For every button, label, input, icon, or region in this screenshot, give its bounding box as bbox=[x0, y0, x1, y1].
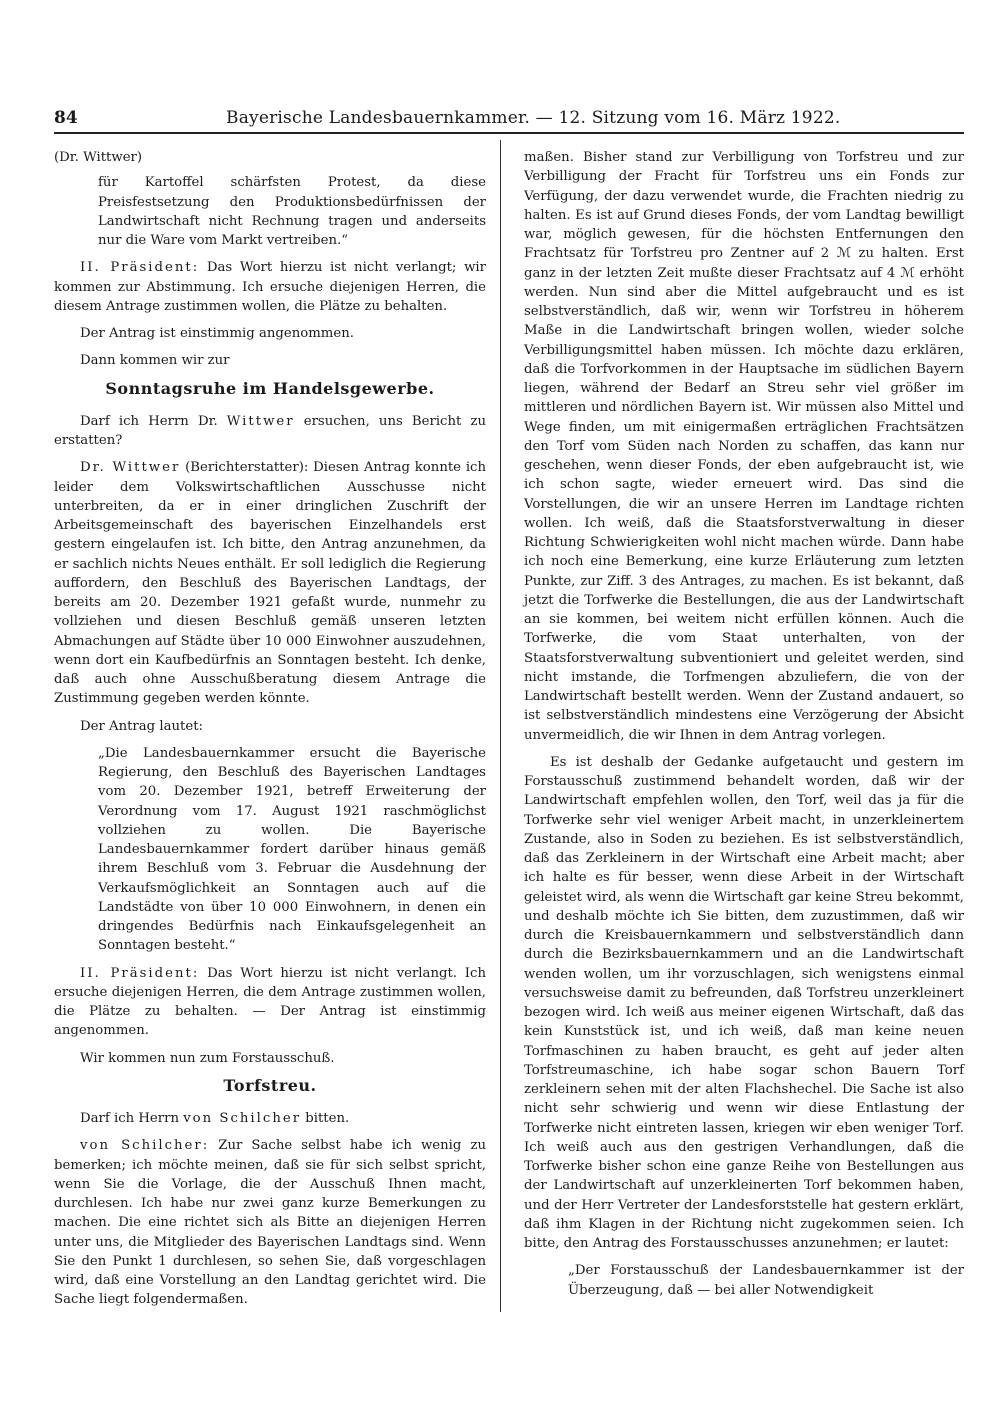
motion-quote: „Die Landesbauernkammer ersucht die Bayerische Regierung, den Beschluß des Bayerischen Landtages vom 20. Dezember 1921, betreff Erweiterung der Verordnung vom 17. August 1921 raschmöglichst vollziehen zu wollen. Die Bayerische Landesbauernkammer fordert darüber hinaus gemäß ihrem Beschluß vom 3. Februar die Ausdehnung der Verkaufsmöglichkeit an Sonntagen auch auf die Landstädte von über 10 000 Einwohnern, in denen ein dringendes Bedürfnis nach Einkaufsgelegenheit an Sonntagen besteht.“ bbox=[98, 745, 486, 954]
speaker-name: Dr. Wittwer bbox=[80, 460, 181, 476]
speaker-name: II. Präsident: bbox=[80, 965, 200, 981]
running-head: Bayerische Landesbauernkammer. — 12. Sitzung vom 16. März 1922. bbox=[226, 108, 841, 128]
page-header bbox=[54, 108, 964, 134]
speaker-name: Wittwer bbox=[226, 413, 295, 429]
paragraph-motion-intro: Der Antrag lautet: bbox=[80, 718, 203, 734]
paragraph-request-2 bbox=[54, 1109, 486, 1128]
speaker-name: II. Präsident: bbox=[80, 260, 200, 276]
text-fragment: Darf ich Herrn bbox=[80, 1111, 184, 1126]
speaker-name: von Schilcher bbox=[183, 1111, 302, 1126]
paragraph-transition: Dann kommen wir zur bbox=[80, 353, 230, 369]
text-fragment: ersuchen, uns Bericht zu erstatten? bbox=[54, 413, 486, 448]
right-column bbox=[524, 148, 964, 1308]
text-fragment: Darf ich Herrn Dr. bbox=[80, 413, 227, 429]
column-divider bbox=[500, 140, 501, 1312]
motion-quote-2: „Der Forstausschuß der Landesbauernkammer ist der Überzeugung, daß — bei aller Notwendigkeit bbox=[568, 1263, 964, 1298]
paragraph-text: (Berichterstatter): Diesen Antrag konnte ich leider dem Volkswirtschaftlichen Ausschusse nicht unterbreiten, da er in einer dringlichen Zuschrift der Arbeitsgemeinschaft des bayerischen Einzelhandels erst gestern eingelaufen ist. Ich bitte, den Antrag anzunehmen, da er sachlich nichts Neues enthält. Er soll lediglich die Regierung auffordern, den Beschluß des Bayerischen Landtags, der bereits am 20. Dezember 1921 gefaßt wurde, nunmehr zu vollziehen und diesen Beschluß gemäß unseren letzten Abmachungen auf Städte über 10 000 Einwohner auszudehnen, wenn dort ein Kaufbedürfnis an Sonntagen besteht. Ich denke, daß auch ohne Ausschußberatung diesem Antrage die Zustimmung gegeben werden könnte. bbox=[54, 460, 487, 707]
section-title-sonntagsruhe: Sonntagsruhe im Handelsgewerbe. bbox=[105, 378, 435, 398]
left-column bbox=[54, 148, 486, 1318]
section-title-torfstreu: Torfstreu. bbox=[223, 1075, 317, 1095]
paragraph-result: Der Antrag ist einstimmig angenommen. bbox=[80, 326, 354, 341]
paragraph-continuation: maßen. Bisher stand zur Verbilligung von Torfstreu und zur Verbilligung der Fracht für Torfstreu uns ein Fonds zur Verfügung, der dazu verwendet wurde, die Frachten niedrig zu halten. Es ist auf Grund dieses Fonds, der vom Landtag bewilligt war, möglich gewesen, für die höchsten Entfernungen den Frachtsatz für Torfstreu pro Zentner auf 2 ℳ zu halten. Erst ganz in der letzten Zeit mußte dieser Frachtsatz auf 4 ℳ erhöht werden. Nun sind aber die Mittel aufgebraucht und es ist selbstverständlich, daß wir, wenn wir Torfstreu in höherem Maße in die Landwirtschaft bringen wollen, wieder solche Verbilligungsmittel haben müssen. Ich möchte dazu erklären, daß die Torfvorkommen in der Hauptsache im südlichen Bayern liegen, während der Bedarf an Streu sehr viel größer im mittleren und nördlichen Bayern ist. Wir müssen also Mittel und Wege finden, um mit einigermaßen erträglichen Frachtsätzen den Torf vom Süden nach Norden zu schaffen, das kann nur geschehen, wenn dieser Fonds, der eben aufgebraucht ist, wie ich schon sagte, wieder erneuert wird. Das sind die Vorstellungen, die wir an unsere Herren im Landtage richten wollen. Ich weiß, daß die Staatsforstverwaltung in dieser Richtung Schwierigkeiten wohl nicht machen würde. Dann habe ich noch eine Bemerkung, eine kurze Erläuterung zum letzten Punkte, zur Ziff. 3 des Antrages, zu machen. Es ist bekannt, daß jetzt die Torfwerke die Bestellungen, die aus der Landwirtschaft an sie kommen, bei weitem nicht erfüllen können. Auch die Torfwerke, die vom Staat unterhalten, von der Staatsforstverwaltung subventioniert und geleitet werden, sind nicht imstande, die Torfmengen abzuliefern, die von der Landwirtschaft bestellt werden. Wenn der Zustand andauert, so ist selbstverständlich mindestens eine Verzögerung der Absicht unvermeidlich, die wir Ihnen in dem Antrag vorlegen. bbox=[524, 150, 964, 743]
text-fragment: bitten. bbox=[301, 1111, 350, 1126]
paragraph-request bbox=[54, 412, 486, 451]
paragraph-torf-proposal: Es ist deshalb der Gedanke aufgetaucht und gestern im Forstausschuß zustimmend behandelt worden, daß wir der Landwirtschaft empfehlen wollen, den Torf, weil das ja für die Torfwerke sehr viel weniger Arbeit macht, in unzerkleinertem Zustande, also in Soden zu beziehen. Es ist selbstverständlich, daß das Zerkleinern in der Wirtschaft eine Arbeit macht; aber ich halte es für besser, wenn diese Arbeit in der Wirtschaft geleistet wird, als wenn die Wirtschaft gar keine Streu bekommt, und deshalb möchte ich Sie bitten, dem zuzustimmen, daß wir durch die Kreisbauernkammern und selbstverständlich dann durch die Bezirksbauernkammern und an die Landwirtschaft wenden wollen, um ihr vorzuschlagen, sich wenigstens einmal versuchsweise damit zu befreunden, daß Torfstreu unzerkleinert bezogen wird. Ich weiß aus meiner eigenen Wirtschaft, daß das kein Kunststück ist, und ich weiß, daß man keine neuen Torfmaschinen zu haben braucht, es geht auf jeder alten Torfstreumaschine, ich habe sogar schon Bauern Torf zerkleinern sehen mit der alten Flachshechel. Die Sache ist also nicht sehr schwierig und wenn wir diese Entlastung der Torfwerke nicht eintreten lassen, kriegen wir eben weniger Torf. Ich weiß auch aus den gestrigen Verhandlungen, daß die Torfwerke bisher schon eine ganze Reihe von Bestellungen aus der Landwirtschaft auf unzerkleinerten Torf bekommen haben, und der Herr Vertreter der Landesforststelle hat gestern erklärt, daß ihm Klagen in der Richtung nicht zugekommen seien. Ich bitte, den Antrag des Forstausschusses anzunehmen; er lautet: bbox=[524, 754, 964, 1251]
page-number: 84 bbox=[54, 108, 78, 128]
paragraph-text: Das Wort hierzu ist nicht verlangt. Ich ersuche diejenigen Herren, die dem Antrage zustimmen wollen, die Plätze zu behalten. — Der Antrag ist einstimmig angenommen. bbox=[54, 965, 486, 1039]
paragraph-schilcher-speech bbox=[54, 1136, 486, 1309]
quote-ending: für Kartoffel schärfsten Protest, da diese Preisfestsetzung den Produktionsbedürfnissen der Landwirtschaft nicht Rechnung tragen und anderseits nur die Ware vom Markt vertreiben.“ bbox=[98, 175, 486, 248]
paragraph-text: Zur Sache selbst habe ich wenig zu bemerken; ich möchte meinen, daß sie für sich selbst spricht, wenn Sie die Vorlage, die der Ausschuß Ihnen macht, durchlesen. Ich habe nur zwei ganz kurze Bemerkungen zu machen. Die eine richtet sich als Bitte an diejenigen Herren unter uns, die Mitglieder des Bayerischen Landtags sind. Wenn Sie den Punkt 1 durchlesen, so sehen Sie, daß vorgeschlagen wird, daß eine Vorstellung an den Landtag gerichtet wird. Die Sache liegt folgendermaßen. bbox=[54, 1138, 486, 1308]
paragraph-wittwer-report bbox=[54, 458, 486, 708]
paragraph-president-vote bbox=[54, 258, 486, 316]
paragraph-president-vote-2 bbox=[54, 964, 486, 1041]
paragraph-forstausschuss: Wir kommen nun zum Forstausschuß. bbox=[80, 1050, 335, 1066]
continuation-speaker: (Dr. Wittwer) bbox=[54, 150, 143, 165]
header-rule bbox=[54, 132, 964, 134]
speaker-name: von Schilcher: bbox=[80, 1138, 210, 1154]
paragraph-text: Das Wort hierzu ist nicht verlangt; wir kommen zur Abstimmung. Ich ersuche diejenigen Herren, die diesem Antrage zustimmen wollen, die Plätze zu behalten. bbox=[54, 260, 486, 314]
